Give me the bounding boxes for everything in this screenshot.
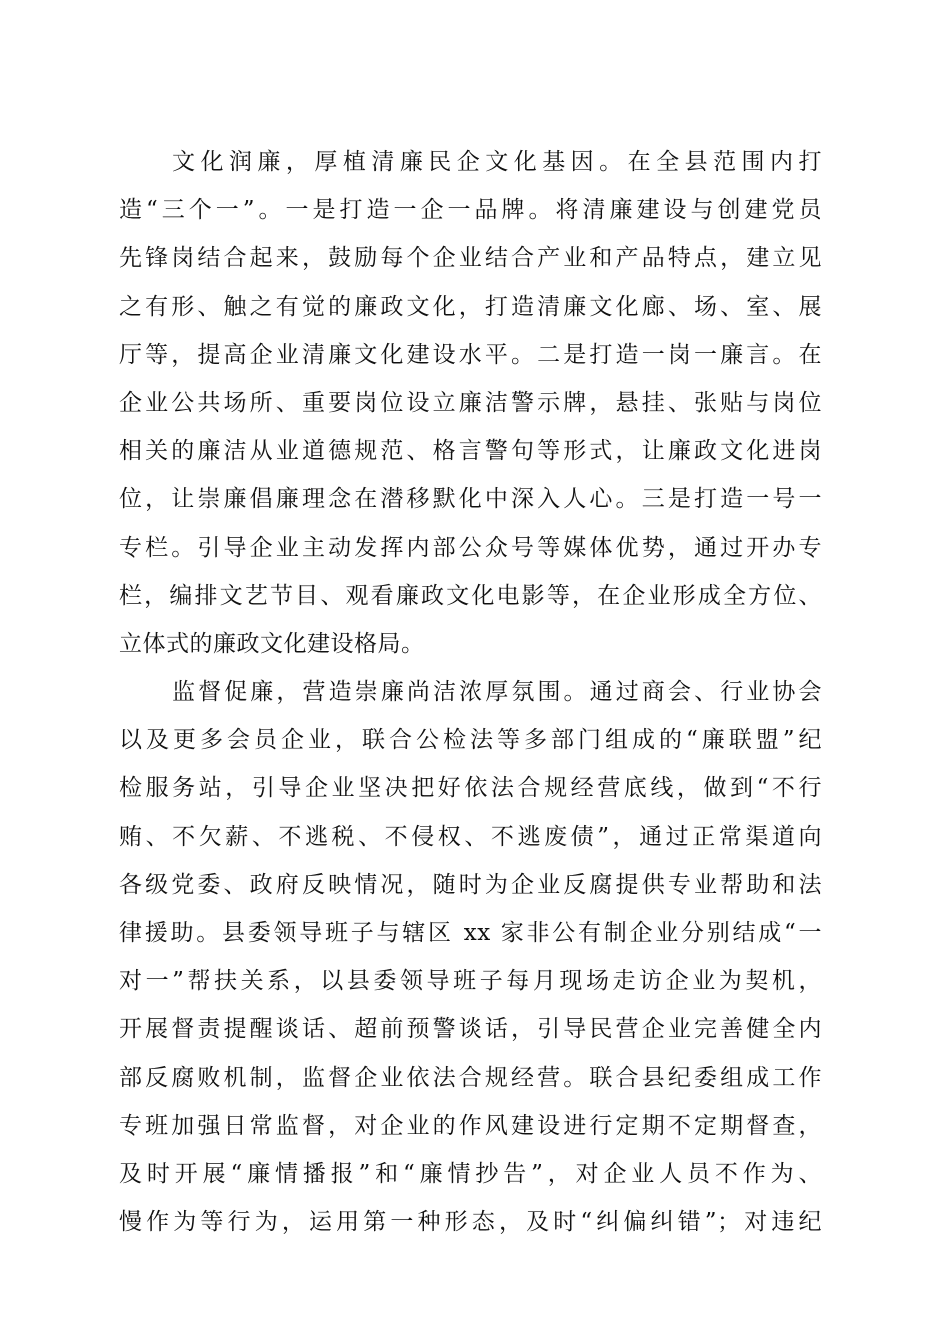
- paragraph-line: 相关的廉洁从业道德规范、格言警句等形式，让廉政文化进岗: [119, 438, 822, 465]
- paragraph-line: 部反腐败机制，监督企业依法合规经营。联合县纪委组成工作: [119, 1064, 822, 1091]
- paragraph-line: 贿、不欠薪、不逃税、不侵权、不逃废债”，通过正常渠道向: [119, 823, 822, 850]
- paragraph-line: 先锋岗结合起来，鼓励每个企业结合产业和产品特点，建立见: [119, 245, 822, 272]
- paragraph-supervision: [119, 668, 822, 1246]
- paragraph-line: 位，让崇廉倡廉理念在潜移默化中深入人心。三是打造一号一: [119, 486, 822, 513]
- paragraph-line: 慢作为等行为，运用第一种形态，及时“纠偏纠错”；对违纪: [119, 1209, 822, 1236]
- paragraph-line: 栏，编排文艺节目、观看廉政文化电影等，在企业形成全方位、: [119, 582, 822, 609]
- paragraph-line: 监督促廉，营造崇廉尚洁浓厚氛围。通过商会、行业协会: [172, 679, 822, 706]
- paragraph-line: 律援助。县委领导班子与辖区 xx 家非公有制企业分别结成“一: [119, 920, 822, 946]
- paragraph-line: 专班加强日常监督，对企业的作风建设进行定期不定期督查，: [119, 1112, 822, 1139]
- paragraph-line: 各级党委、政府反映情况，随时为企业反腐提供专业帮助和法: [119, 871, 822, 898]
- paragraph-line: 文化润廉，厚植清廉民企文化基因。在全县范围内打: [172, 149, 822, 175]
- paragraph-line: 检服务站，引导企业坚决把好依法合规经营底线，做到“不行: [119, 775, 822, 802]
- paragraph-line: 之有形、触之有觉的廉政文化，打造清廉文化廊、场、室、展: [119, 293, 822, 320]
- paragraph-culture: [119, 138, 822, 668]
- paragraph-line: 对一”帮扶关系，以县委领导班子每月现场走访企业为契机，: [119, 968, 822, 995]
- paragraph-line: 及时开展“廉情播报”和“廉情抄告”，对企业人员不作为、: [119, 1160, 822, 1187]
- paragraph-line: 开展督责提醒谈话、超前预警谈话，引导民营企业完善健全内: [119, 1016, 822, 1043]
- paragraph-line: 专栏。引导企业主动发挥内部公众号等媒体优势，通过开办专: [119, 534, 822, 561]
- paragraph-line: 厅等，提高企业清廉文化建设水平。二是打造一岗一廉言。在: [119, 341, 822, 368]
- paragraph-line: 以及更多会员企业，联合公检法等多部门组成的“廉联盟”纪: [119, 727, 822, 754]
- document-body: [119, 138, 822, 1246]
- paragraph-line: 造“三个一”。一是打造一企一品牌。将清廉建设与创建党员: [119, 197, 822, 224]
- paragraph-line: 企业公共场所、重要岗位设立廉洁警示牌，悬挂、张贴与岗位: [119, 389, 822, 416]
- paragraph-line: 立体式的廉政文化建设格局。: [119, 630, 425, 657]
